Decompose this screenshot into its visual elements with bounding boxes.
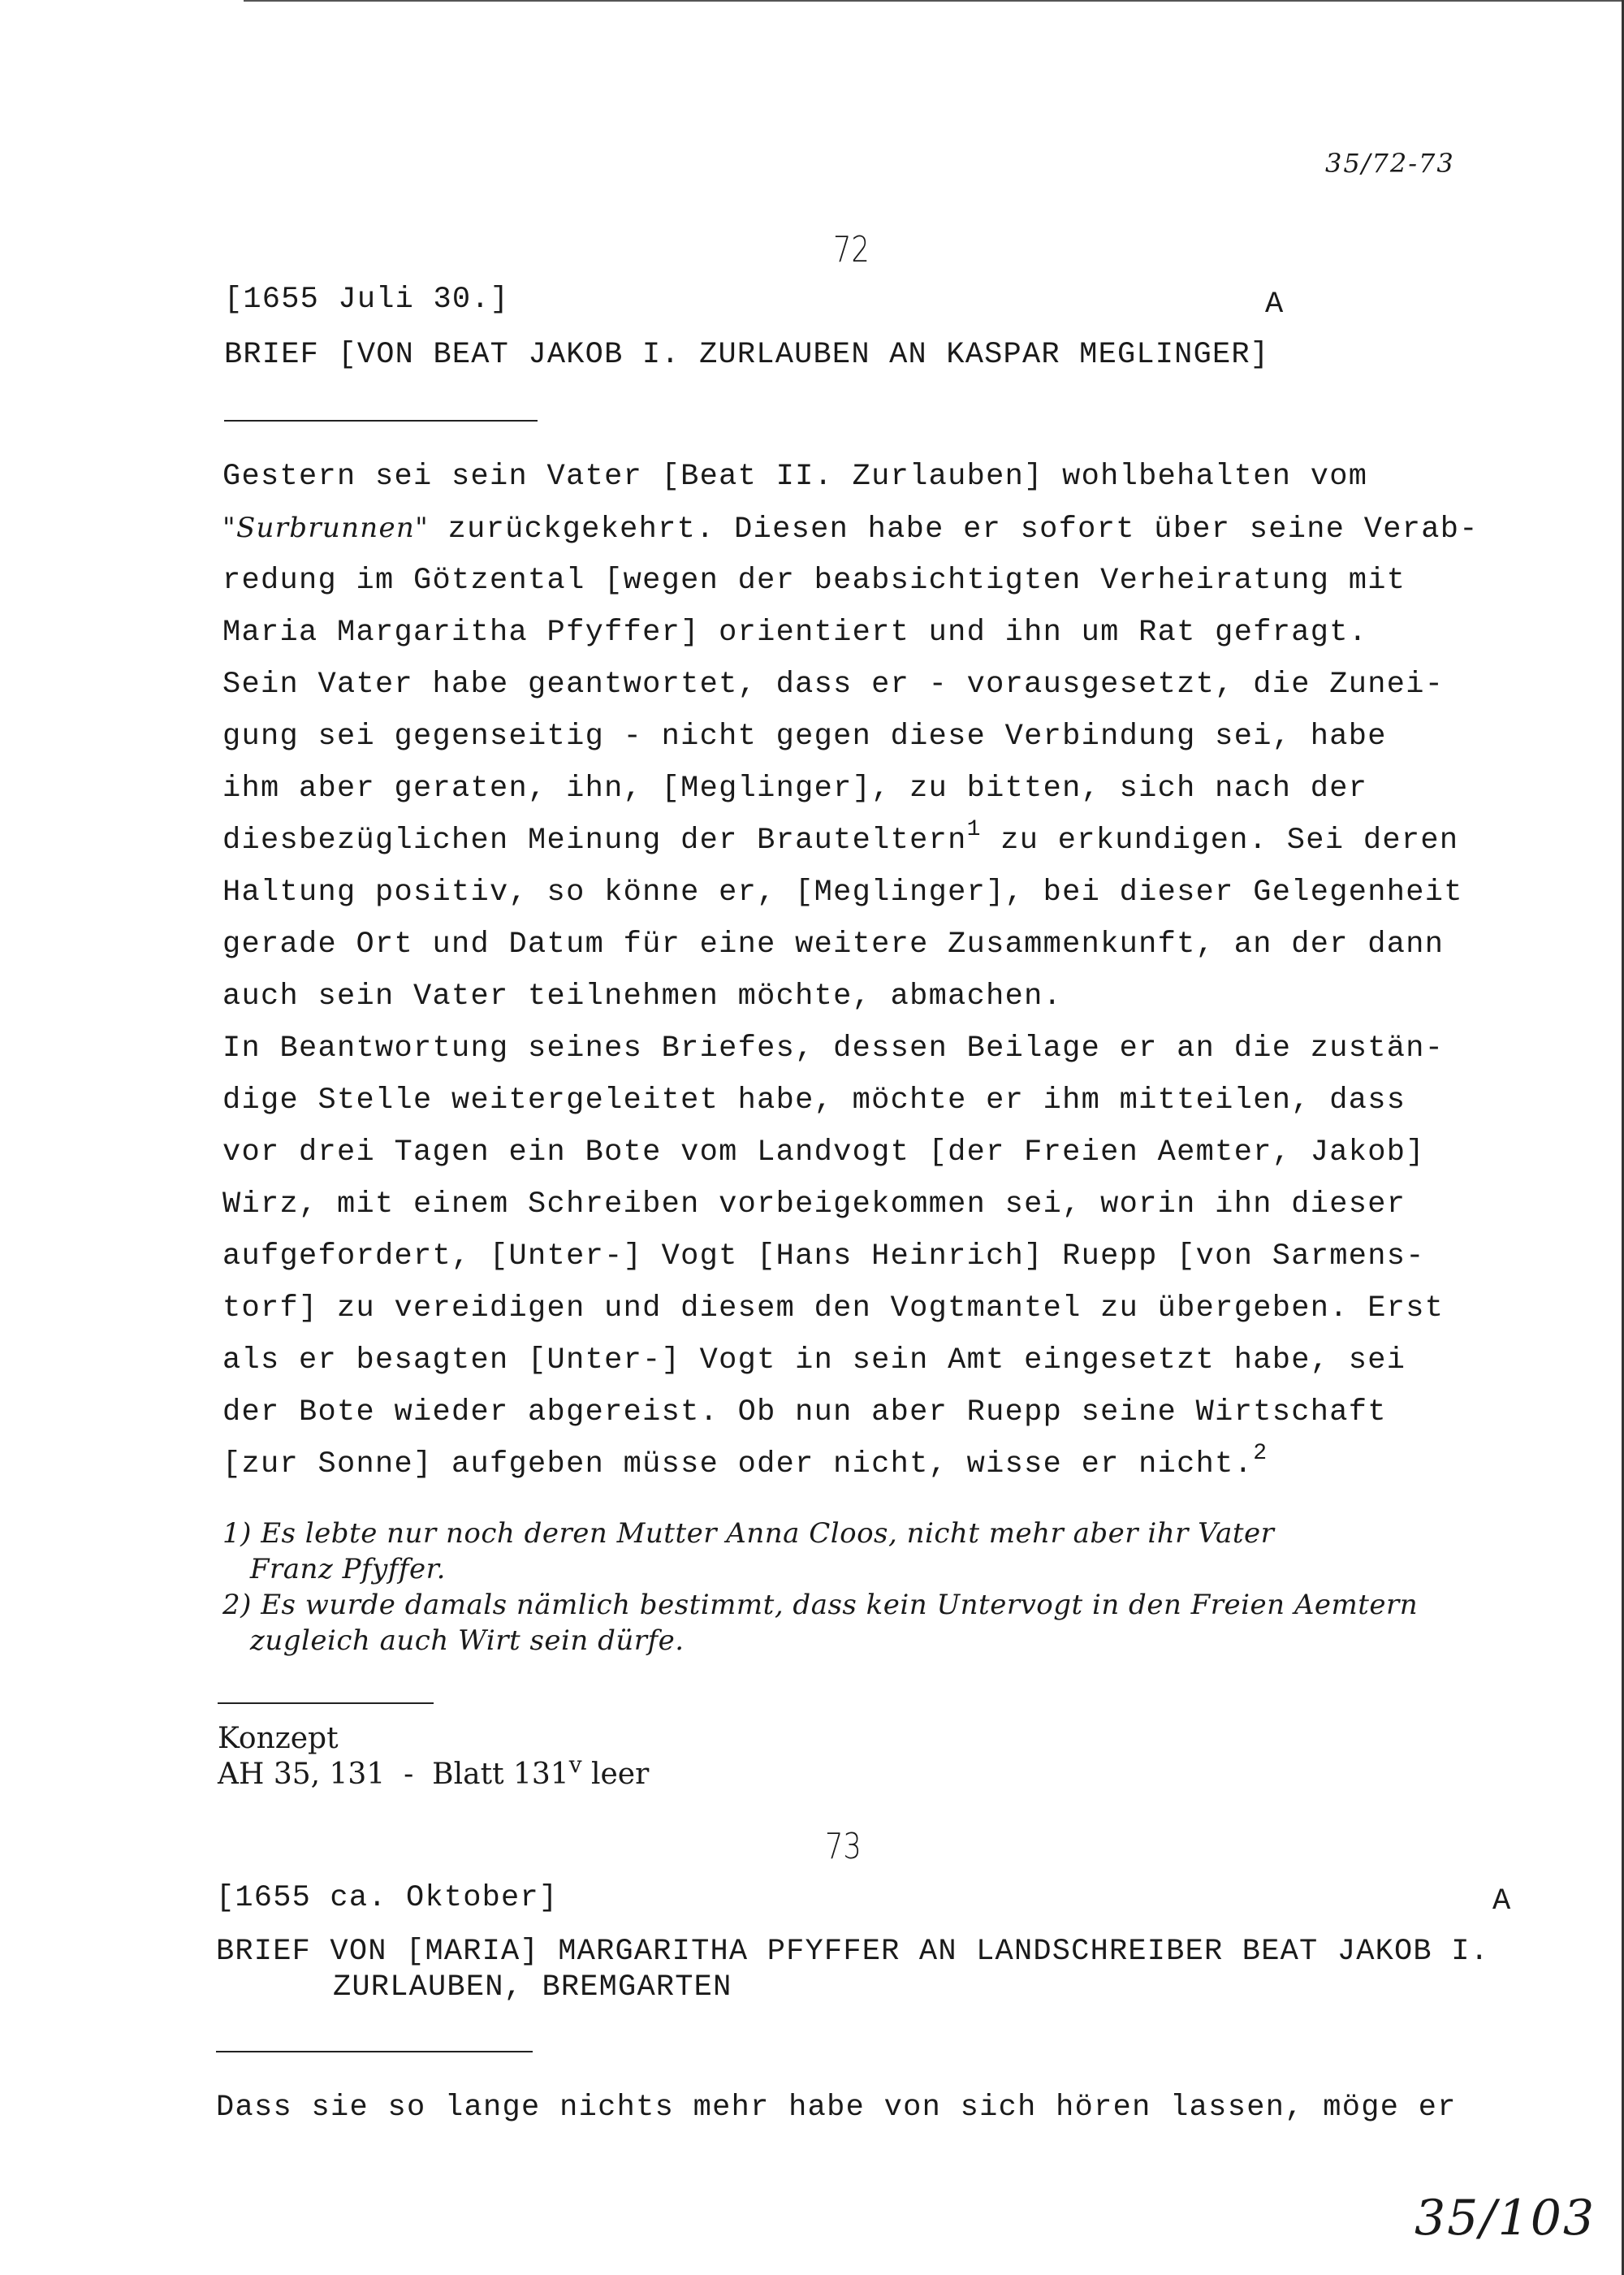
doc72-body-line: gung sei gegenseitig - nicht gegen diese Verbindung sei, habe — [222, 720, 1387, 754]
footnote-1: 1) Es lebte nur noch deren Mutter Anna Cloos, nicht mehr aber ihr Vater — [222, 1517, 1275, 1550]
doc72-body-line: aufgefordert, [Unter-] Vogt [Hans Heinrich] Ruepp [von Sarmens- — [222, 1239, 1425, 1274]
doc73-title-rule — [216, 2051, 533, 2052]
footnote-1-cont: Franz Pfyffer. — [222, 1553, 446, 1585]
doc72-body-line: gerade Ort und Datum für eine weitere Zusammenkunft, an der dann — [222, 928, 1445, 962]
page-reference: 35/72-73 — [1325, 148, 1455, 179]
doc72-body-line: In Beantwortung seines Briefes, dessen Beilage er an die zustän- — [222, 1032, 1445, 1066]
doc72-body-line: Gestern sei sein Vater [Beat II. Zurlauben] wohlbehalten vom — [222, 460, 1368, 494]
source-type: Konzept — [218, 1722, 339, 1755]
doc72-body-text: zurückgekehrt. Diesen habe er sofort über seine Verab- — [429, 513, 1479, 547]
doc72-body-line: Wirz, mit einem Schreiben vorbeigekommen sei, worin ihn dieser — [222, 1187, 1406, 1222]
source-ref-text: AH 35, 131 - Blatt 131 — [218, 1758, 569, 1791]
doc72-body-line: redung im Götzental [wegen der beabsichtigten Verheiratung mit — [222, 564, 1406, 598]
document-number-73: 73 — [825, 1826, 862, 1867]
doc72-date: [1655 Juli 30.] — [224, 283, 510, 317]
doc72-body-line: dige Stelle weitergeleitet habe, möchte er ihm mitteilen, dass — [222, 1083, 1406, 1118]
doc72-body-text: zu erkundigen. Sei deren — [981, 824, 1459, 858]
doc72-body-line: torf] zu vereidigen und diesem den Vogtmantel zu übergeben. Erst — [222, 1291, 1445, 1326]
doc72-body-line: vor drei Tagen ein Bote vom Landvogt [der Freien Aemter, Jakob] — [222, 1135, 1425, 1170]
doc72-marker: A — [1265, 288, 1285, 322]
doc73-date: [1655 ca. Oktober] — [216, 1881, 559, 1915]
doc72-body-line: Haltung positiv, so könne er, [Meglinger], bei dieser Gelegenheit — [222, 876, 1463, 910]
verso-mark: v — [568, 1751, 582, 1778]
doc73-marker: A — [1492, 1884, 1512, 1918]
doc72-body-line: Sein Vater habe geantwortet, dass er - vorausgesetzt, die Zunei- — [222, 668, 1445, 702]
doc72-body-line: Maria Margaritha Pfyffer] orientiert und ihn um Rat gefragt. — [222, 616, 1368, 650]
doc73-title-cont: ZURLAUBEN, BREMGARTEN — [333, 1970, 732, 2005]
doc73-title: BRIEF VON [MARIA] MARGARITHA PFYFFER AN LANDSCHREIBER BEAT JAKOB I. — [216, 1935, 1490, 1969]
doc72-body-line — [222, 817, 1459, 858]
source-ref-text: leer — [581, 1758, 650, 1791]
doc72-body-line: der Bote wieder abgereist. Ob nun aber Ruepp seine Wirtschaft — [222, 1395, 1387, 1429]
footnote-ref-2: 2 — [1253, 1441, 1268, 1466]
surbrunnen-italic: "Surbrunnen" — [222, 512, 430, 544]
doc72-body-line: ihm aber geraten, ihn, [Meglinger], zu bitten, sich nach der — [222, 772, 1368, 806]
document-number-72: 72 — [833, 229, 870, 270]
doc72-body-text: [zur Sonne] aufgeben müsse oder nicht, wisse er nicht. — [222, 1447, 1254, 1481]
page-top-edge — [244, 0, 1624, 2]
footnote-2: 2) Es wurde damals nämlich bestimmt, dass kein Untervogt in den Freien Aemtern — [222, 1589, 1419, 1621]
doc72-body-line: als er besagten [Unter-] Vogt in sein Amt eingesetzt habe, sei — [222, 1343, 1406, 1378]
footnote-ref-1: 1 — [966, 817, 982, 842]
footnote-2-cont: zugleich auch Wirt sein dürfe. — [222, 1624, 685, 1657]
source-rule — [218, 1702, 434, 1704]
doc72-body-line — [222, 512, 1479, 547]
doc72-body-text: diesbezüglichen Meinung der Brauteltern — [222, 824, 967, 858]
doc72-title: BRIEF [VON BEAT JAKOB I. ZURLAUBEN AN KASPAR MEGLINGER] — [224, 338, 1270, 372]
handwritten-folio-number: 35/103 — [1415, 2190, 1596, 2247]
doc72-body-line — [222, 1441, 1268, 1481]
doc72-title-rule — [224, 420, 538, 422]
doc72-body-line: auch sein Vater teilnehmen möchte, abmachen. — [222, 980, 1063, 1014]
source-reference — [218, 1751, 650, 1791]
doc73-body-line: Dass sie so lange nichts mehr habe von sich hören lassen, möge er — [216, 2091, 1457, 2125]
